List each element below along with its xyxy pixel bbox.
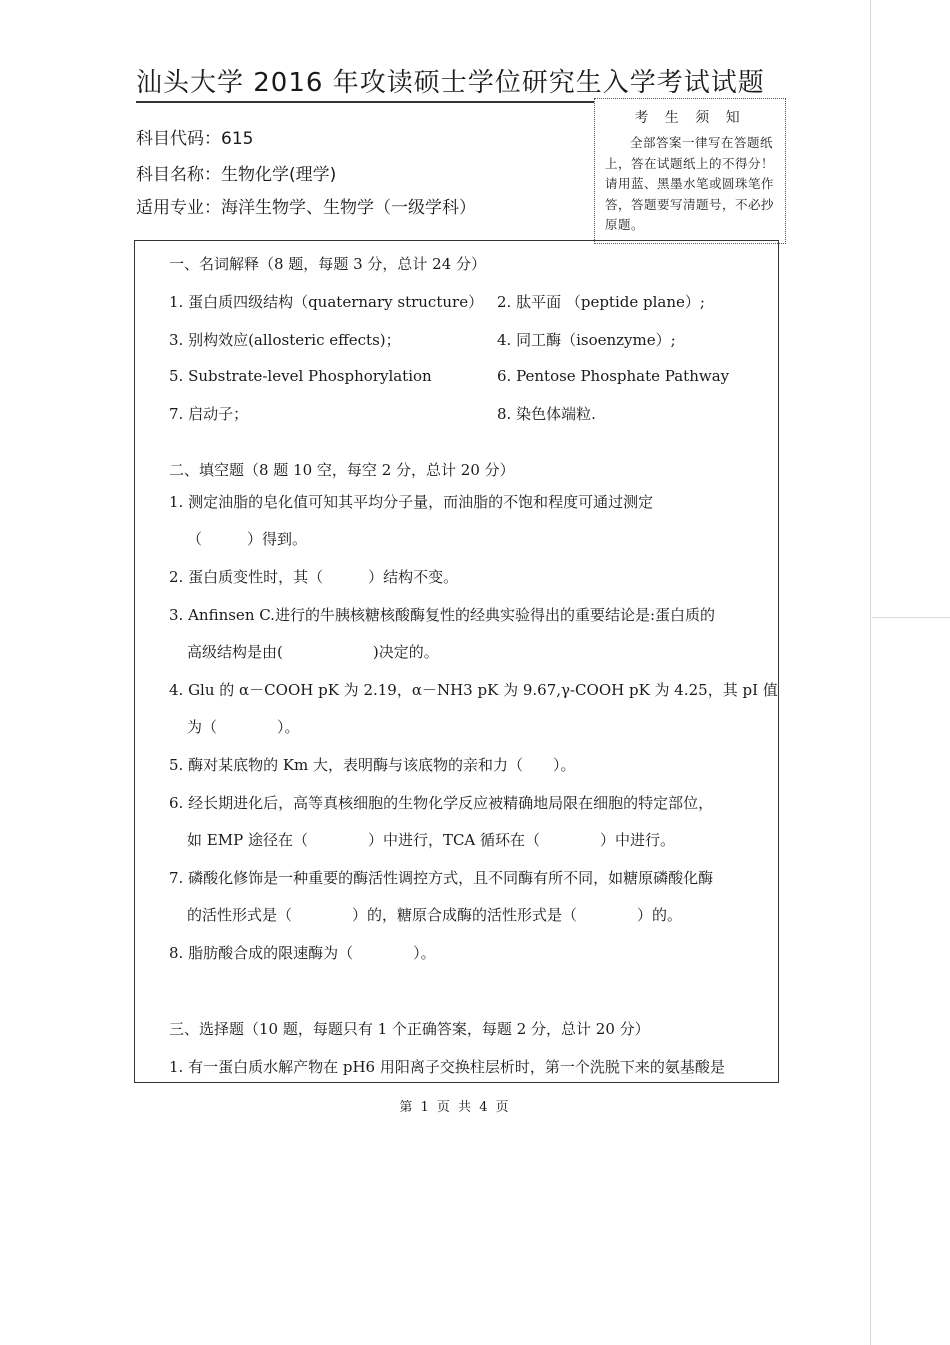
section3-heading: 三、选择题（10 题，每题只有 1 个正确答案，每题 2 分，总计 20 分） <box>169 1020 650 1038</box>
section2-q2: 2. 蛋白质变性时，其（ ）结构不变。 <box>169 568 459 586</box>
applicable-major: 适用专业：海洋生物学、生物学（一级学科） <box>136 198 476 218</box>
exam-title: 汕头大学 2016 年攻读硕士学位研究生入学考试试题 <box>136 62 786 103</box>
section2-q7-line2: 的活性形式是（ ）的，糖原合成酶的活性形式是（ ）的。 <box>187 906 683 924</box>
section1-item-4: 4. 同工酶（isoenzyme）; <box>497 331 676 349</box>
section2-q6-line2: 如 EMP 途径在（ ）中进行，TCA 循环在（ ）中进行。 <box>187 831 676 849</box>
section1-item-5: 5. Substrate-level Phosphorylation <box>169 367 432 385</box>
section2-q4-line1: 4. Glu 的 α－COOH pK 为 2.19，α－NH3 pK 为 9.67,γ-COOH pK 为 4.25，其 pI 值 <box>169 681 778 699</box>
section1-item-7: 7. 启动子； <box>169 405 249 423</box>
subject-code: 科目代码：615 <box>136 129 254 149</box>
section1-heading: 一、名词解释（8 题，每题 3 分，总计 24 分） <box>169 255 487 273</box>
section2-q4-line2: 为（ ）。 <box>187 718 300 736</box>
section2-q1-line2: （ ）得到。 <box>187 530 308 548</box>
notice-body: 全部答案一律写在答题纸上，答在试题纸上的不得分！请用蓝、黑墨水笔或圆珠笔作答，答题要写清题号，不必抄原题。 <box>605 135 775 232</box>
page-edge-mark <box>872 617 950 618</box>
subject-name: 科目名称：生物化学(理学) <box>136 165 337 185</box>
section2-q6-line1: 6. 经长期进化后，高等真核细胞的生物化学反应被精确地局限在细胞的特定部位， <box>169 794 714 812</box>
section2-q3-line1: 3. Anfinsen C.进行的牛胰核糖核酸酶复性的经典实验得出的重要结论是:蛋白质的 <box>169 606 716 624</box>
section2-q5: 5. 酶对某底物的 Km 大，表明酶与该底物的亲和力（ ）。 <box>169 756 576 774</box>
section1-item-1: 1. 蛋白质四级结构（quaternary structure） <box>169 293 484 311</box>
question-frame <box>134 240 779 1083</box>
section3-q1: 1. 有一蛋白质水解产物在 pH6 用阳离子交换柱层析时，第一个洗脱下来的氨基酸是 <box>169 1058 725 1076</box>
section1-item-2: 2. 肽平面 （peptide plane）; <box>497 293 705 311</box>
section2-q7-line1: 7. 磷酸化修饰是一种重要的酶活性调控方式，且不同酶有所不同，如糖原磷酸化酶 <box>169 869 714 887</box>
section1-item-6: 6. Pentose Phosphate Pathway <box>497 367 730 385</box>
section2-q8: 8. 脂肪酸合成的限速酶为（ ）。 <box>169 944 436 962</box>
page-edge-line <box>870 0 871 1345</box>
section2-heading: 二、填空题（8 题 10 空，每空 2 分，总计 20 分） <box>169 461 515 479</box>
section1-item-8: 8. 染色体端粒. <box>497 405 596 423</box>
notice-title: 考 生 须 知 <box>634 110 746 126</box>
section1-item-3: 3. 别构效应(allosteric effects)； <box>169 331 401 349</box>
candidate-notice-box <box>594 98 786 244</box>
section2-q1-line1: 1. 测定油脂的皂化值可知其平均分子量，而油脂的不饱和程度可通过测定 <box>169 493 654 511</box>
section2-q3-line2: 高级结构是由( )决定的。 <box>187 643 439 661</box>
page-footer: 第 1 页 共 4 页 <box>399 1100 511 1115</box>
